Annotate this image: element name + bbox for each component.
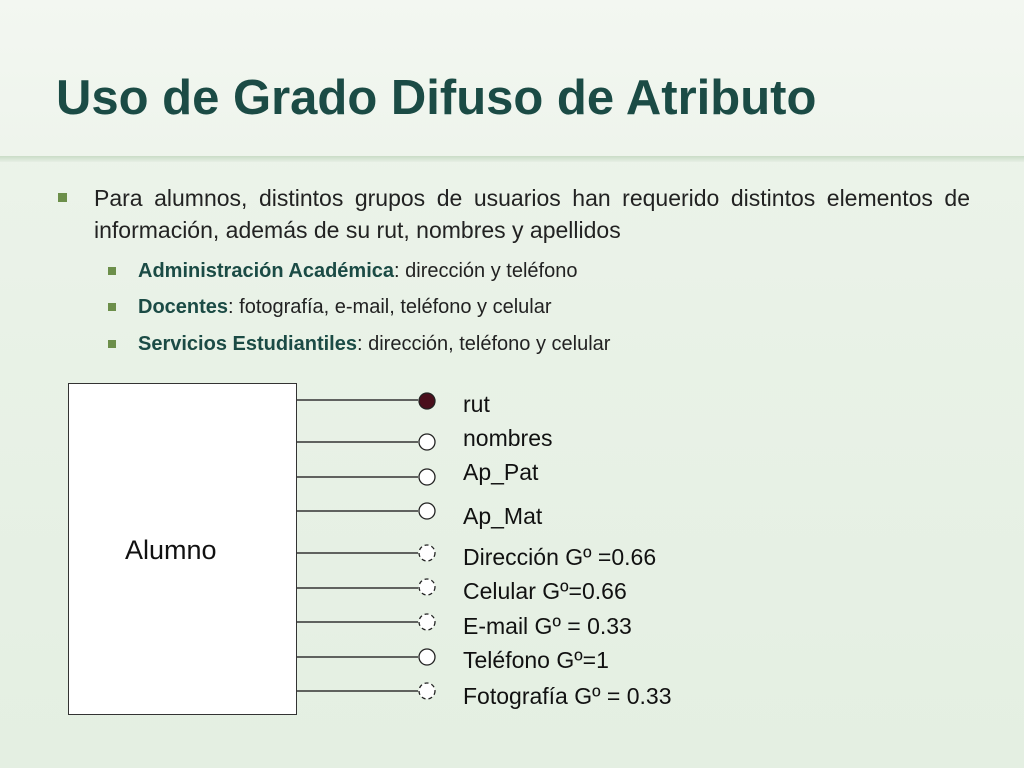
attribute-label-rut: rut xyxy=(463,391,490,417)
sub-bullet-text: : dirección, teléfono y celular xyxy=(356,333,611,355)
attribute-label-direccion: Dirección Gº =0.66 xyxy=(463,544,657,570)
attribute-circle-telefono xyxy=(419,649,435,665)
attribute-circle-ap-pat xyxy=(419,469,435,485)
sub-bullet-text: : dirección y teléfono xyxy=(394,260,578,282)
attribute-circle-celular xyxy=(419,579,435,595)
sub-bullet-label: Docentes xyxy=(138,296,229,318)
attribute-circle-rut xyxy=(419,393,435,409)
slide-title: Uso de Grado Difuso de Atributo xyxy=(56,71,817,125)
attribute-circle-direccion xyxy=(419,545,435,561)
attribute-label-fotografia: Fotografía Gº = 0.33 xyxy=(463,683,672,709)
attribute-label-celular: Celular Gº=0.66 xyxy=(463,578,627,604)
sub-bullet-label: Servicios Estudiantiles xyxy=(138,333,357,355)
attribute-circle-ap-mat xyxy=(419,503,435,519)
sub-bullet-text: : fotografía, e-mail, teléfono y celular xyxy=(228,296,552,318)
attribute-circle-fotografia xyxy=(419,683,435,699)
attribute-label-nombres: nombres xyxy=(463,425,553,451)
attribute-label-ap-mat: Ap_Mat xyxy=(463,503,543,529)
attribute-label-email: E-mail Gº = 0.33 xyxy=(463,613,632,639)
attribute-label-ap-pat: Ap_Pat xyxy=(463,459,539,485)
sub-bullet-label: Administración Académica xyxy=(138,260,395,282)
attribute-circle-nombres xyxy=(419,434,435,450)
main-bullet-text: Para alumnos, distintos grupos de usuarios han requerido distintos elementos de información, además de su rut, nombres y apellidos xyxy=(94,185,970,243)
attribute-circle-email xyxy=(419,614,435,630)
entity-label: Alumno xyxy=(125,535,217,565)
attribute-label-telefono: Teléfono Gº=1 xyxy=(463,647,609,673)
